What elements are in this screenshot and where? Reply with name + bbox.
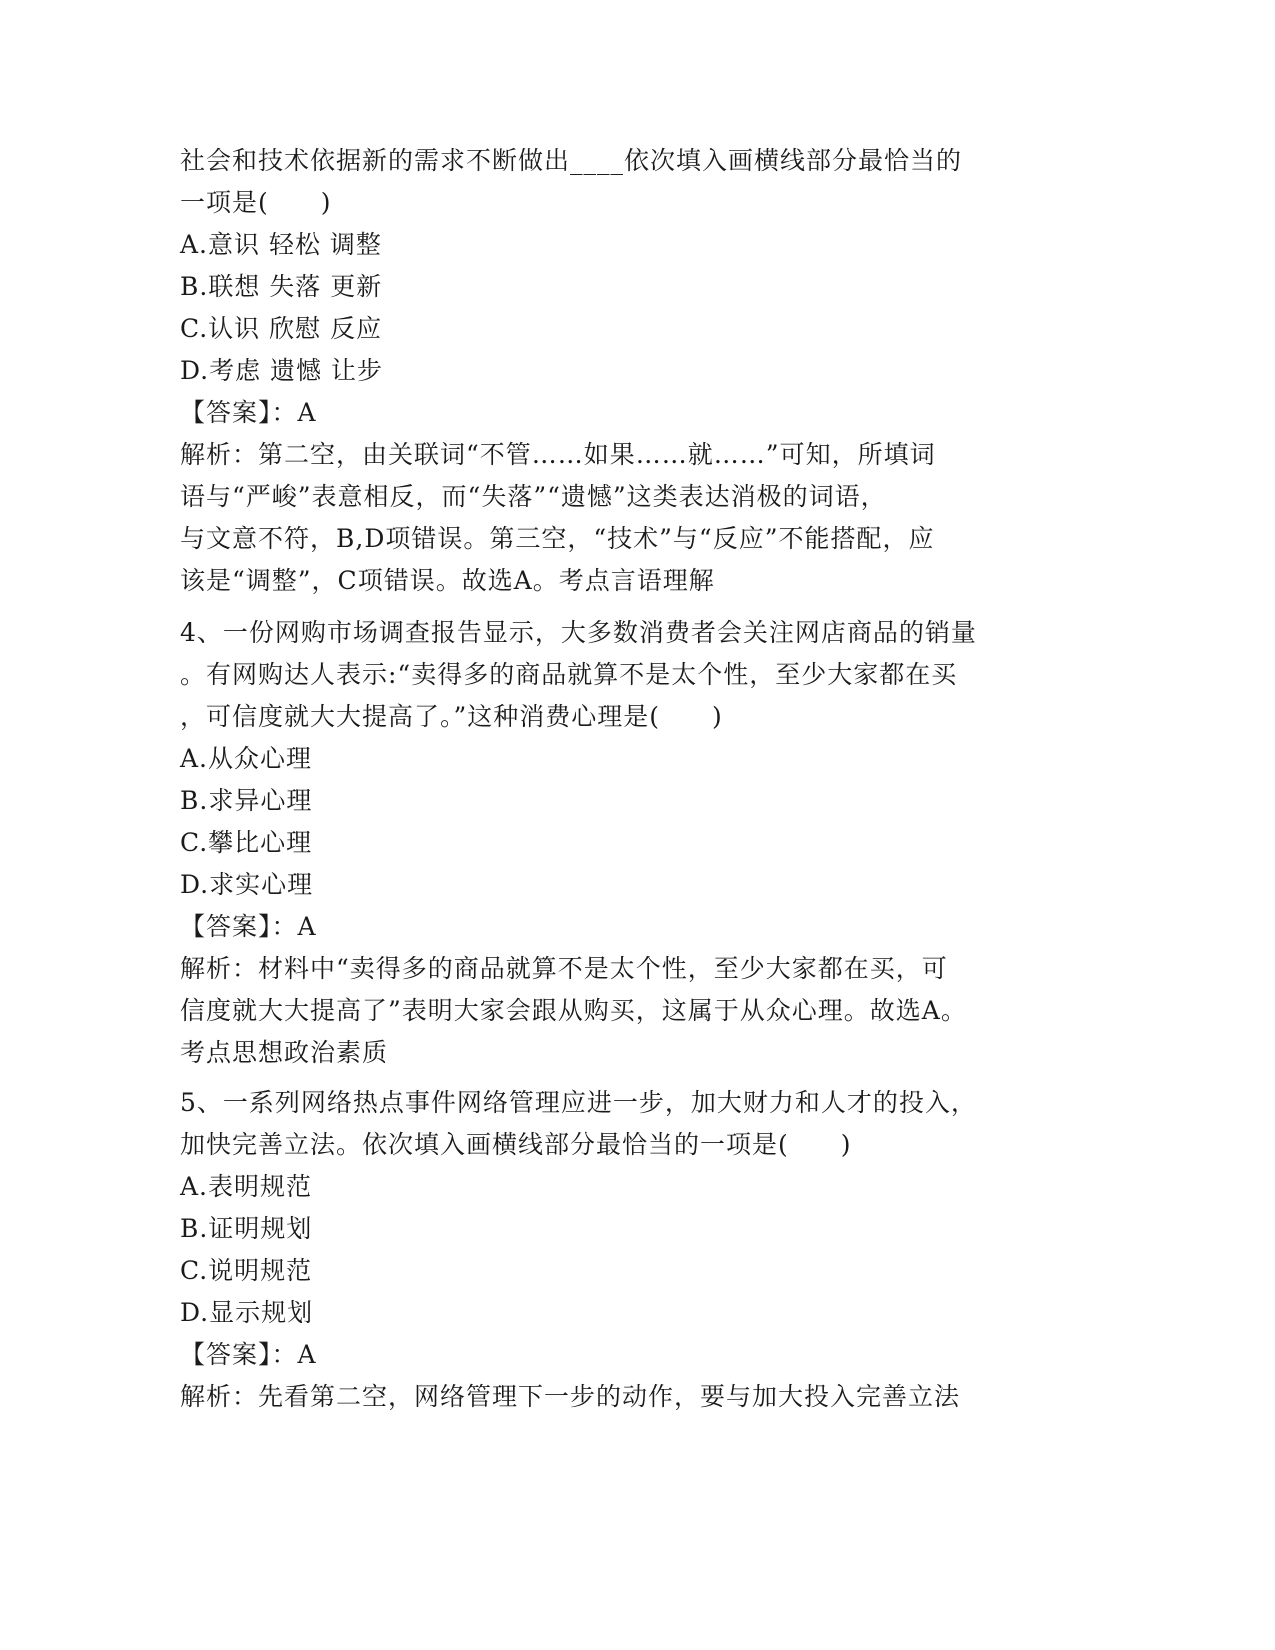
option-c: C.说明规范 (180, 1256, 313, 1285)
explanation-line: 解析：材料中“卖得多的商品就算不是太个性，至少大家都在买，可 (180, 954, 948, 983)
question-text: 社会和技术依据新的需求不断做出____依次填入画横线部分最恰当的 (180, 146, 963, 175)
explanation-line: 信度就大大提高了”表明大家会跟从购买，这属于从众心理。故选A。 (180, 996, 967, 1025)
question-5 (180, 1082, 1060, 1418)
question-text: 一项是( ) (180, 188, 332, 217)
question-text: 加快完善立法。依次填入画横线部分最恰当的一项是( ) (180, 1130, 852, 1159)
option-b: B.证明规划 (180, 1214, 313, 1243)
question-3-continuation (180, 140, 1060, 602)
option-c: C.认识 欣慰 反应 (180, 314, 383, 343)
option-d: D.考虑 遗憾 让步 (180, 356, 383, 385)
question-4 (180, 612, 1060, 1074)
explanation-line: 解析：先看第二空，网络管理下一步的动作，要与加大投入完善立法 (180, 1382, 961, 1411)
option-d: D.求实心理 (180, 870, 314, 899)
option-b: B.联想 失落 更新 (180, 272, 383, 301)
question-text: 5、一系列网络热点事件网络管理应进一步，加大财力和人才的投入， (180, 1088, 977, 1117)
answer: 【答案】：A (180, 912, 317, 941)
explanation-line: 考点思想政治素质 (180, 1038, 389, 1067)
explanation-line: 该是“调整”，C项错误。故选A。考点言语理解 (180, 566, 715, 595)
option-c: C.攀比心理 (180, 828, 313, 857)
question-text: ，可信度就大大提高了。”这种消费心理是( ) (180, 702, 723, 731)
answer: 【答案】：A (180, 1340, 317, 1369)
explanation-line: 与文意不符，B,D项错误。第三空，“技术”与“反应”不能搭配，应 (180, 524, 935, 553)
question-text: 4、一份网购市场调查报告显示，大多数消费者会关注网店商品的销量 (180, 618, 977, 647)
answer: 【答案】：A (180, 398, 317, 427)
option-d: D.显示规划 (180, 1298, 314, 1327)
explanation-line: 语与“严峻”表意相反，而“失落”“遗憾”这类表达消极的词语， (180, 482, 887, 511)
question-text: 。有网购达人表示:“卖得多的商品就算不是太个性，至少大家都在买 (180, 660, 958, 689)
option-a: A.意识 轻松 调整 (180, 230, 382, 259)
option-a: A.从众心理 (180, 744, 313, 773)
option-a: A.表明规范 (180, 1172, 313, 1201)
option-b: B.求异心理 (180, 786, 313, 815)
explanation-line: 解析：第二空，由关联词“不管……如果……就……”可知，所填词 (180, 440, 936, 469)
